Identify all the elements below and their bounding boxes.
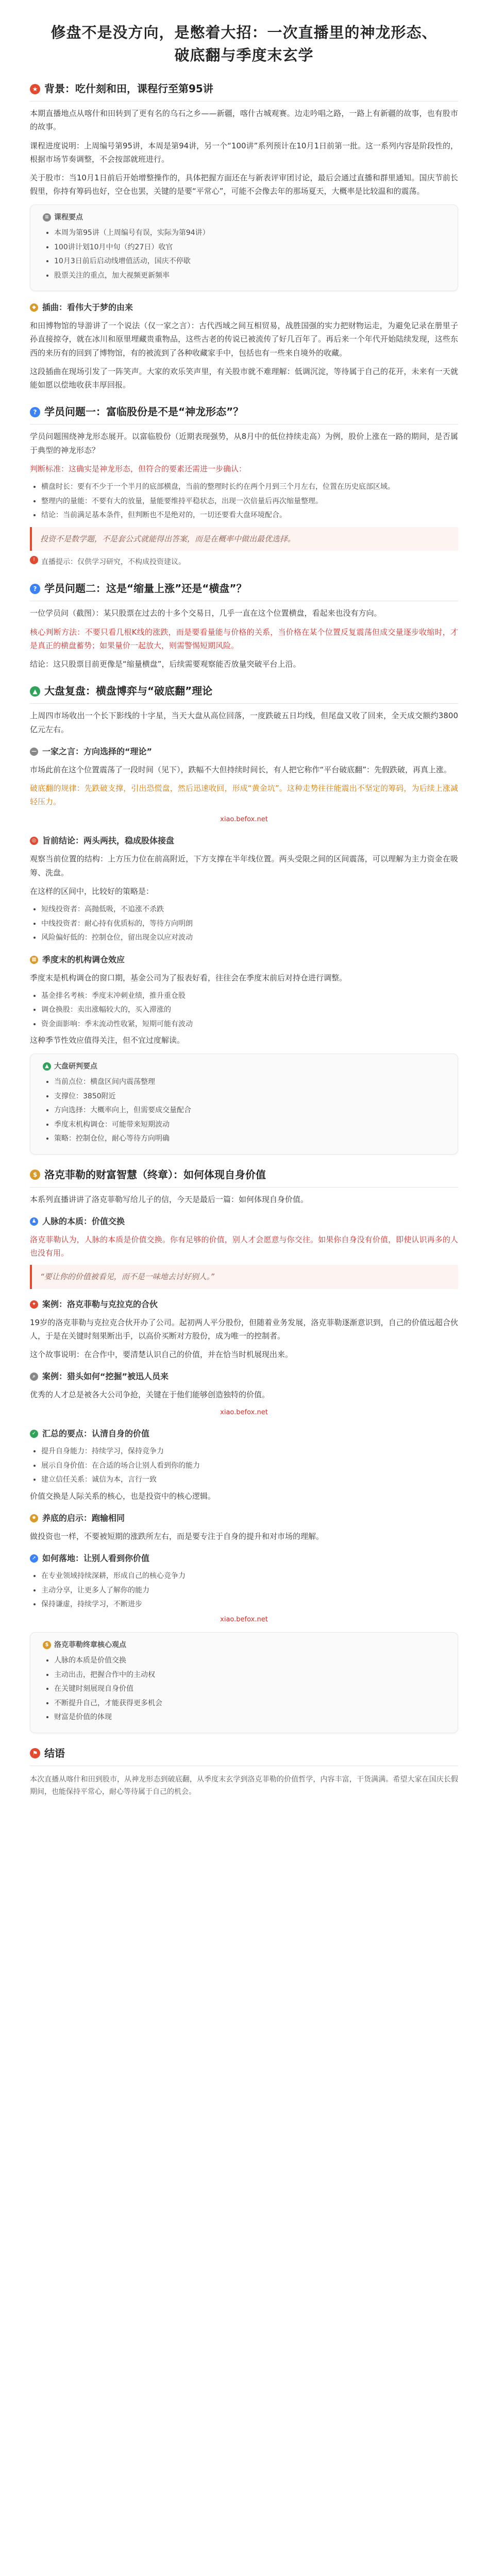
list-item: • 调仓换股：卖出涨幅较大的，买入滞涨的	[41, 1004, 458, 1016]
list-item: • 建立信任关系：诚信为本，言行一致	[41, 1473, 458, 1486]
s4-list-2	[30, 990, 458, 1031]
gem-icon: ◆	[30, 303, 38, 312]
s5-paragraph-5: 优秀的人才总是被各大公司争抢，关键在于他们能够创造独特的价值。	[30, 1390, 270, 1400]
market-card	[30, 1054, 458, 1155]
s3-paragraph-1: 一位学员问（截图）：某只股票在过去的十多个交易日，几乎一直在这个位置横盘，看起来也没有方向。	[30, 608, 382, 618]
s5-paragraph-3: 19岁的洛克菲勒与克拉克合伙开办了公司。起初两人平分股份，但随着业务发展，洛克菲勒逐渐意识到，自己的价值远超合伙人，于是在关键时刻果断出手，以高价买断对方股份，成为唯一的控制者。	[30, 1317, 458, 1341]
s4-list	[30, 903, 458, 944]
s4-paragraph-1: 上周四市场收出一个长下影线的十字星，当天大盘从高位回落，一度跌破五日均线，但尾盘又收了回来，全天成交额约3800亿元左右。	[30, 711, 458, 734]
list-item: • 资金面影响：季末流动性收紧，短期可能有波动	[41, 1018, 458, 1031]
list-item: • 风险偏好低的：控制仓位，留出现金以应对波动	[41, 931, 458, 944]
s1-paragraph-2: 这段插曲在现场引发了一阵笑声。大家的欢乐笑声里，有关股市就不难理解：低调沉淀，等待属于自己的花开，未来有一天就能如愿以偿地收获丰厚回报。	[30, 366, 458, 389]
watermark-2: xiao.befox.net	[220, 1408, 268, 1416]
s4-paragraph-2: 市场此前在这个位置震荡了一段时间（见下），跌幅不大但持续时间长，有人把它称作“平台破底翻”：先假跌破，再真上涨。	[30, 765, 452, 774]
s5-sub6: ➚ 如何落地：让别人看到你价值	[30, 1551, 458, 1566]
target-icon: ◎	[30, 837, 38, 845]
s4-paragraph-7: 这种季节性效应值得关注，但不宜过度解读。	[30, 1036, 185, 1045]
pin-icon: ★	[30, 84, 40, 94]
s3-paragraph-2: 核心判断方法：不要只看几根K线的涨跌，而是要看量能与价格的关系，当价格在某个位置反复震荡但成交量逐步收缩时，才是真正的横盘蓄势；如果量价一起放大，则需警惕短期风险。	[30, 627, 458, 650]
s4-paragraph-4: 观察当前位置的结构：上方压力位在前高附近，下方支撑在半年线位置。两头受限之间的区间震荡，可以理解为主力资金在吸筹、洗盘。	[30, 854, 458, 877]
list-item: • 股票关注的重点，加大视频更新频率	[54, 269, 445, 282]
s2-heading: ? 学员问题一：富临股份是不是“神龙形态”？	[30, 403, 458, 425]
s1-heading: ◆ 插曲：看伟大于梦的由来	[30, 300, 458, 315]
list-item: • 保持谦虚，持续学习，不断进步	[41, 1598, 458, 1611]
intro-heading-text: 背景：吃什刻和田，课程行至第95讲	[44, 82, 213, 95]
market-card-list	[43, 1076, 445, 1145]
s4-sub1: — 一家之言：方向选择的“理论”	[30, 744, 458, 759]
summary-card-title: ≡ 课程要点	[43, 211, 445, 224]
list-item: • 中线投资者：耐心持有优质标的，等待方向明朗	[41, 918, 458, 930]
search-icon: ⌕	[30, 1372, 38, 1381]
list-item: • 基金排名考核：季度末冲刺业绩，推升重仓股	[41, 990, 458, 1003]
list-item: • 提升自身能力：持续学习，保持竞争力	[41, 1445, 458, 1458]
s3-heading: ? 学员问题二：这是“缩量上涨”还是“横盘”？	[30, 580, 458, 601]
summary-list	[43, 227, 445, 282]
list-item: • 短线投资者：高抛低吸，不追涨不杀跌	[41, 903, 458, 916]
s5-list-2	[30, 1570, 458, 1611]
s5-paragraph-1: 本系列直播讲讲了洛克菲勒写给儿子的信，今天是最后一篇：如何体现自身价值。	[30, 1194, 309, 1204]
list-item: • 主动分享，让更多人了解你的能力	[41, 1584, 458, 1597]
s4-paragraph-5: 在这样的区间中，比较好的策略是：	[30, 886, 154, 896]
people-icon: ♟	[30, 1217, 38, 1226]
s5-sub2: ✦ 案例：洛克菲勒与克拉克的合伙	[30, 1297, 458, 1312]
dash-icon: —	[30, 748, 38, 756]
question-icon: ?	[30, 584, 40, 594]
list-item: • 主动出击，把握合作中的主动权	[54, 1669, 445, 1682]
s2-paragraph-2: 判断标准：这确实是神龙形态，但符合的要素还需进一步确认：	[30, 464, 247, 473]
intro-paragraph-2: 课程进度说明：上周编号第95讲，本周是第94讲，另一个“100讲”系列预计在10月1日前第一批。这一系列内容是阶段性的，根据市场节奏调整，不会按部就班进行。	[30, 141, 458, 164]
list-item: • 整理内的量能：不要有大的放量，量能要维持平稳状态，出现一次倍量后再次缩量整理。	[41, 495, 458, 508]
s3-paragraph-3: 结论：这只股票目前更像是“缩量横盘”，后续需要观察能否放量突破平台上沿。	[30, 659, 301, 669]
s5-paragraph-2: 洛克菲勒认为，人脉的本质是价值交换。你有足够的价值，别人才会愿意与你交往。如果你自身没有价值，即使认识再多的人也没有用。	[30, 1234, 458, 1258]
list-item: • 10月3日前后启动线增值活动，国庆不停歇	[54, 255, 445, 268]
s2-quote: 投资不是数学题，不是套公式就能得出答案，而是在概率中做出最优选择。	[30, 527, 458, 551]
intro-paragraph-3: 关于股市：当10月1日前后开始增整操作的，具体把握方面还在与新表评审团讨论，最后会通过直播和群里通知。国庆节前长假里，你持有筹码也好，空仓也罢，关键的是要“平常心”，可能不会像去年的那场夏天，大概率是比较温和的震荡。	[30, 173, 458, 196]
rockefeller-card-title: $ 洛克菲勒终章核心观点	[43, 1639, 445, 1652]
list-item: • 财富是价值的体现	[54, 1711, 445, 1724]
intro-heading	[30, 80, 458, 101]
s5-paragraph-7: 做投资也一样，不要被短期的涨跌所左右，而是要专注于自身的提升和对市场的理解。	[30, 1532, 324, 1541]
question-icon: ?	[30, 407, 40, 417]
s4-paragraph-3: 破底翻的规律：先跌破支撑，引出恐慌盘，然后迅速收回，形成“黄金坑”。这种走势往往能震出不坚定的筹码，为后续上涨减轻压力。	[30, 784, 458, 807]
s4-sub2: ◎ 旨前结论：两头两扶，稳成股体接盘	[30, 834, 458, 848]
outro-paragraph: 本次直播从喀什和田到股市，从神龙形态到破底翻，从季度末玄学到洛克菲勒的价值哲学，内容丰富，干货满满。希望大家在国庆长假期间，也能保持平常心，耐心等待属于自己的机会。	[30, 1775, 458, 1796]
list-icon: ≡	[43, 213, 51, 222]
outro-heading: ⚑ 结语	[30, 1744, 458, 1766]
intro-paragraph-1: 本期直播地点从喀什和田转到了更有名的乌石之乡——新疆，喀什古城观赛。边走吟唱之路，一路上有新疆的故事，也有股市的故事。	[30, 109, 458, 132]
coin-icon: $	[30, 1170, 40, 1180]
s5-sub4: ✓ 汇总的要点：认清自身的价值	[30, 1427, 458, 1441]
rockefeller-card	[30, 1632, 458, 1733]
calendar-icon: ▦	[30, 956, 38, 964]
s5-sub3: ⌕ 案例：猎头如何“挖掘”被迅人员来	[30, 1369, 458, 1384]
watermark-3: xiao.befox.net	[220, 1615, 268, 1623]
list-item: • 100讲计划10月中旬（约27日）收官	[54, 241, 445, 254]
list-item: • 当前点位：横盘区间内震荡整理	[54, 1076, 445, 1089]
s5-paragraph-4: 这个故事说明：在合作中，要清楚认识自己的价值，并在恰当时机展现出来。	[30, 1350, 293, 1359]
s5-heading: $ 洛克菲勒的财富智慧（终章）：如何体现自身价值	[30, 1166, 458, 1188]
s1-paragraph-1: 和田博物馆的导游讲了一个说法（仅一家之言）：古代西域之间互相贸易，战胜国强的实力把财物运走，为避免记录在册里子孙直接掠夺，就在冰川和原里埋藏贵重物品，这些古老的传说已被流传了好几百年了。再后来一个年代开始陆续发现，这些东西的来历有的回到了博物馆，有的被流到了各种收藏家手中，包括也有一些来自境外的收藏。	[30, 321, 458, 358]
check-icon: ✓	[30, 1430, 38, 1438]
market-card-title: ▲ 大盘研判要点	[43, 1060, 445, 1073]
list-item: • 本周为第95讲（上周编号有误，实际为第94讲）	[54, 227, 445, 240]
s5-sub1: ♟ 人脉的本质：价值交换	[30, 1214, 458, 1229]
list-item: • 支撑位：3850附近	[54, 1090, 445, 1103]
s2-list	[30, 481, 458, 522]
list-item: • 在关键时刻展现自身价值	[54, 1683, 445, 1696]
list-item: • 横盘时长：要有不少于一个半月的底部横盘，当前的整理时长约在两个月到三个月左右，位置在历史底部区域。	[41, 481, 458, 494]
chart-icon: ▲	[30, 686, 40, 697]
watermark-1: xiao.befox.net	[220, 815, 268, 823]
list-item: • 不断提升自己，才能获得更多机会	[54, 1697, 445, 1710]
list-item: • 人脉的本质是价值交换	[54, 1654, 445, 1667]
page-title: 修盘不是没方向，是憋着大招：一次直播里的神龙形态、破底翻与季度末玄学	[51, 24, 437, 64]
list-item: • 结论：当前满足基本条件，但判断也不是绝对的，一切还要看大盘环境配合。	[41, 509, 458, 522]
coin-icon: $	[43, 1641, 51, 1649]
s2-note: ! 直播提示：仅供学习研究，不构成投资建议。	[30, 556, 458, 569]
list-item: • 策略：控制仓位，耐心等待方向明确	[54, 1132, 445, 1145]
s5-list	[30, 1445, 458, 1486]
list-item: • 展示自身价值：在合适的场合让别人看到你的能力	[41, 1460, 458, 1472]
s4-heading: ▲ 大盘复盘：横盘博弈与“破底翻”理论	[30, 682, 458, 704]
warning-icon: !	[30, 556, 38, 564]
list-item: • 季度末机构调仓：可能带来短期波动	[54, 1118, 445, 1131]
s4-sub3: ▦ 季度末的机构调仓效应	[30, 953, 458, 967]
lightbulb-icon: ✸	[30, 1514, 38, 1522]
flag-icon: ⚑	[30, 1748, 40, 1758]
s5-quote: “要让你的价值被看见，而不是一味地去讨好别人。”	[30, 1265, 458, 1289]
summary-card	[30, 205, 458, 292]
rocket-icon: ➚	[30, 1554, 38, 1563]
handshake-icon: ✦	[30, 1300, 38, 1309]
s5-sub5: ✸ 养底的启示：跑输相同	[30, 1511, 458, 1526]
list-item: • 在专业领域持续深耕，形成自己的核心竞争力	[41, 1570, 458, 1583]
rockefeller-card-list	[43, 1654, 445, 1724]
s5-paragraph-6: 价值交换是人际关系的核心，也是投资中的核心逻辑。	[30, 1491, 216, 1501]
chart-icon: ▲	[43, 1062, 51, 1071]
s4-paragraph-6: 季度末是机构调仓的窗口期，基金公司为了报表好看，往往会在季度末前后对持仓进行调整。	[30, 973, 347, 982]
s2-paragraph-1: 学员问题围绕神龙形态展开。以富临股份（近期表现强势，从8月中的低位持续走高）为例，股价上涨在一路的期间，是否属于典型的神龙形态？	[30, 432, 458, 455]
list-item: • 方向选择：大概率向上，但需要成交量配合	[54, 1104, 445, 1117]
